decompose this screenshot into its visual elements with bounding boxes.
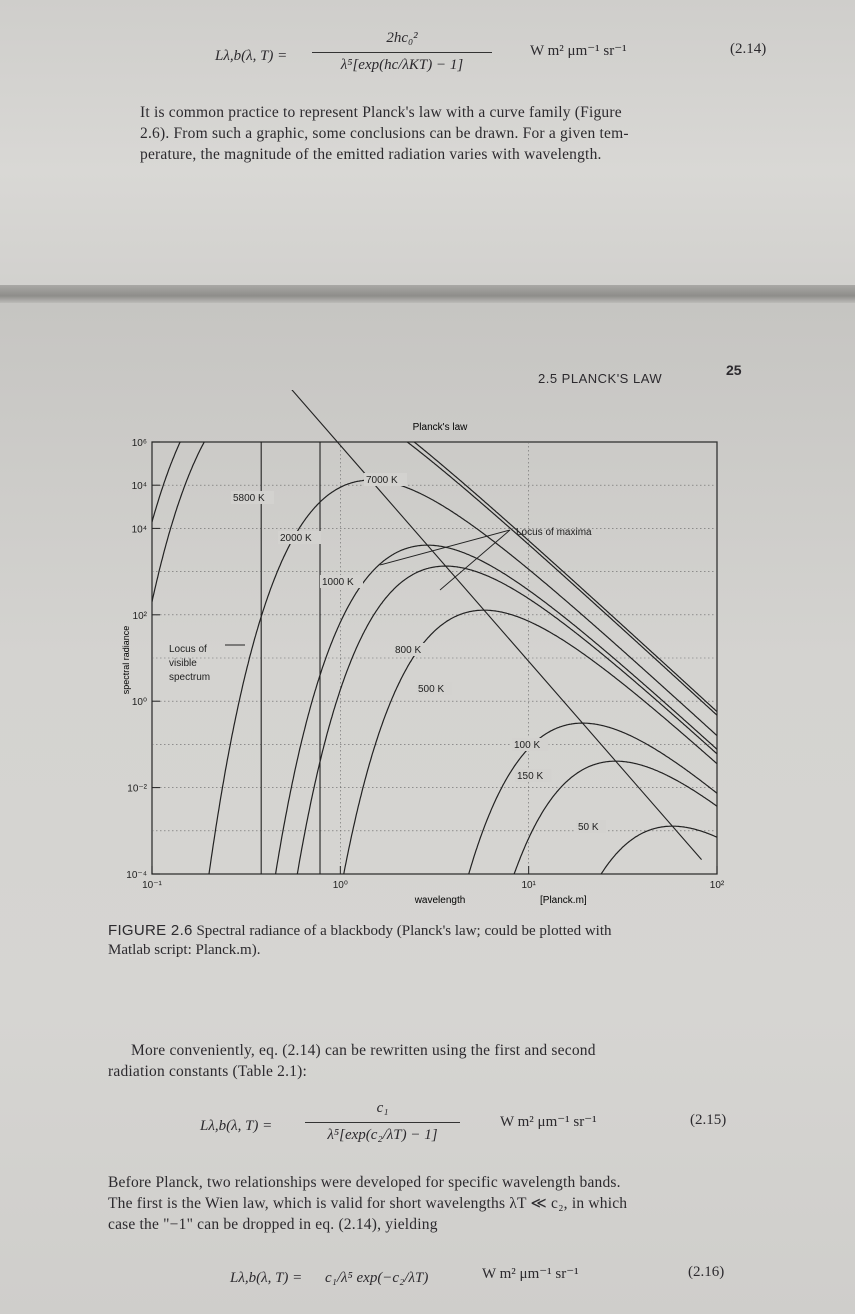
paragraph-1 [140, 102, 629, 165]
y-tick-label: 10⁻² [127, 783, 147, 795]
y-tick-label: 10⁴ [131, 524, 147, 536]
planck-curve [152, 566, 717, 950]
paragraph-2-line: radiation constants (Table 2.1): [108, 1063, 308, 1080]
paragraph-1-line: perature, the magnitude of the emitted radiation varies with wavelength. [140, 146, 602, 163]
eq-2-15-units: W m² μm⁻¹ sr⁻¹ [500, 1114, 597, 1130]
paragraph-1-line: 2.6). From such a graphic, some conclusions can be drawn. For a given tem- [140, 125, 629, 142]
paragraph-3 [108, 1172, 627, 1235]
eq-2-14-fraction-line [312, 52, 492, 53]
eq-2-14-denominator: λ⁵[exp(hc/λKT) − 1] [340, 57, 464, 73]
locus-of-maxima-label: Locus of maxima [516, 527, 592, 538]
paragraph-3-line: The first is the Wien law, which is valid for short wavelengths λT ≪ c₂, in which [108, 1195, 628, 1212]
eq-2-15-denominator: λ⁵[exp(c₂/λT) − 1] [327, 1127, 438, 1143]
x-tick-label: 10¹ [521, 880, 536, 891]
eq-2-15-number: (2.15) [690, 1112, 727, 1128]
eq-2-16-number: (2.16) [688, 1264, 725, 1280]
y-tick-label: 10⁰ [131, 697, 147, 709]
caption-label: FIGURE 2.6 [108, 922, 193, 939]
x-tick-label: 10² [709, 880, 725, 891]
planck-curve [152, 545, 717, 950]
curve-label: 50 K [578, 822, 599, 833]
y-tick-label: 10² [132, 610, 147, 622]
curve-label: 7000 K [366, 475, 398, 486]
planck-chart [0, 390, 855, 950]
planck-curve [152, 390, 717, 712]
paragraph-1-line: It is common practice to represent Planck's law with a curve family (Figure [140, 104, 622, 121]
grid [152, 442, 717, 874]
figure-caption [108, 921, 612, 960]
locus-of-maxima-line [248, 390, 702, 860]
running-header: 2.5 PLANCK'S LAW [538, 371, 663, 386]
curve-label: 100 K [514, 740, 541, 751]
script-annotation: [Planck.m] [540, 895, 587, 906]
eq-2-15-fraction-line [305, 1122, 460, 1123]
caption-text: Spectral radiance of a blackbody (Planck's law; could be plotted with [196, 923, 612, 939]
page-number: 25 [726, 362, 742, 378]
x-axis-label: wavelength [414, 895, 466, 906]
paragraph-2 [108, 1040, 596, 1082]
eq-2-15-numerator: c₁ [376, 1100, 389, 1116]
paragraph-2-line: More conveniently, eq. (2.14) can be rewritten using the first and second [131, 1042, 596, 1059]
eq-2-15-lhs: Lλ,b(λ, T) = [200, 1118, 273, 1134]
y-axis-label: spectral radiance [121, 625, 131, 695]
y-tick-label: 10⁴ [131, 481, 147, 493]
curve-label: 2000 K [280, 533, 312, 544]
eq-2-14-units: W m² μm⁻¹ sr⁻¹ [530, 43, 627, 59]
caption-text-2: Matlab script: Planck.m). [108, 942, 261, 958]
curve-label: 1000 K [322, 577, 354, 588]
eq-2-14-number: (2.14) [730, 41, 767, 57]
curve-label: 5800 K [233, 493, 265, 504]
visible-locus-label: spectrum [169, 672, 211, 683]
eq-2-16-lhs: Lλ,b(λ, T) = [230, 1270, 303, 1286]
x-tick-label: 10⁰ [332, 880, 348, 891]
eq-2-14-numerator: 2hc₀² [386, 30, 418, 46]
x-tick-label: 10⁻¹ [142, 880, 162, 891]
eq-2-16-units: W m² μm⁻¹ sr⁻¹ [482, 1266, 579, 1282]
eq-2-14-lhs: Lλ,b(λ, T) = [215, 48, 288, 64]
page-gap [0, 285, 855, 303]
curve-label: 150 K [517, 771, 544, 782]
chart-title: Planck's law [412, 422, 468, 433]
curves [152, 390, 717, 950]
visible-locus-label: visible [169, 658, 197, 669]
curve-label: 800 K [395, 645, 422, 656]
curve-label: 500 K [418, 684, 445, 695]
overlay [169, 390, 702, 874]
y-tick-label: 10⁻⁴ [126, 870, 147, 881]
visible-locus-label: Locus of [169, 644, 207, 655]
eq-2-16-rhs: c₁/λ⁵ exp(−c₂/λT) [325, 1270, 429, 1286]
y-tick-label: 10⁶ [131, 438, 147, 449]
paragraph-3-line: Before Planck, two relationships were developed for specific wavelength bands. [108, 1174, 621, 1191]
paragraph-3-line: case the "−1" can be dropped in eq. (2.14), yielding [108, 1216, 438, 1233]
locus-of-maxima-leader [380, 530, 510, 565]
